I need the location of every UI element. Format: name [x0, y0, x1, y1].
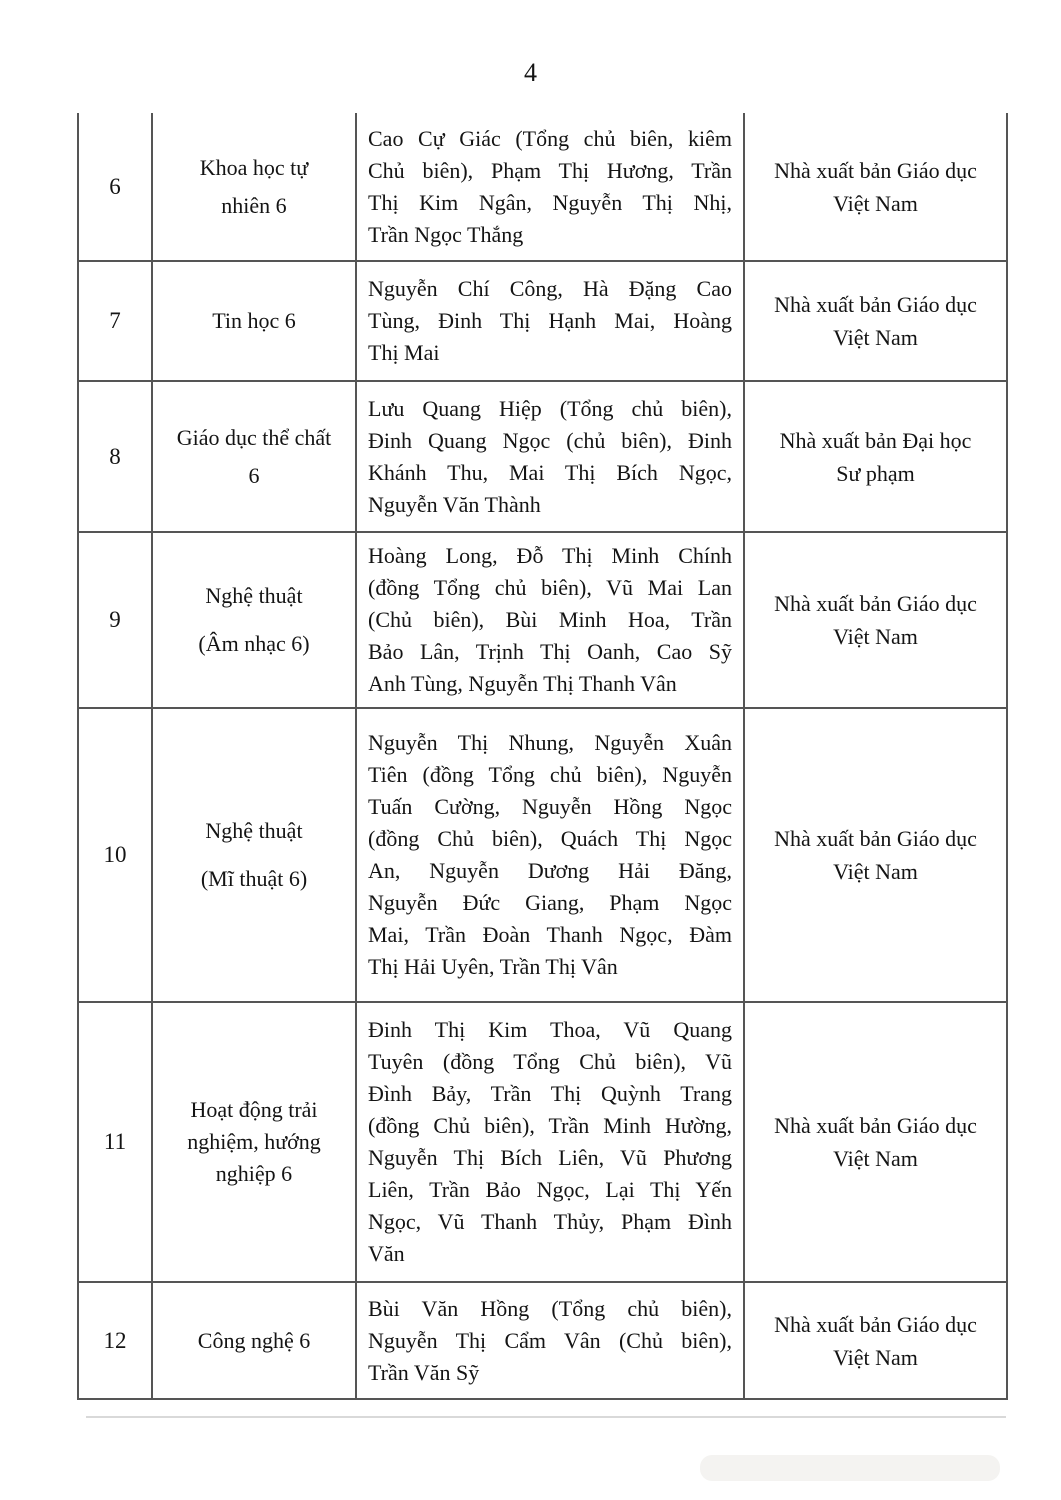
book-authors — [357, 113, 745, 260]
book-publisher-line: Việt Nam — [833, 624, 918, 649]
book-publisher-line: Nhà xuất bản Giáo dục — [774, 1311, 977, 1337]
book-authors-line: Tiên (đồng Tổng chủ biên), Nguyễn — [368, 762, 732, 787]
book-authors-line: (Chủ biên), Bùi Minh Hoa, Trần — [368, 607, 732, 632]
book-title — [153, 709, 357, 1001]
book-title-paragraph — [159, 1322, 349, 1360]
book-publisher — [745, 533, 1006, 707]
book-authors-line: Nguyễn Chí Công, Hà Đặng Cao — [368, 276, 732, 301]
book-authors-line: Lưu Quang Hiệp (Tổng chủ biên), — [368, 395, 732, 421]
book-authors-line: Bảo Lân, Trịnh Thị Oanh, Cao Sỹ — [368, 639, 732, 664]
row-number: 10 — [79, 709, 153, 1001]
book-authors-line: Đinh Thị Kim Thoa, Vũ Quang — [368, 1017, 732, 1042]
book-authors — [357, 1283, 745, 1398]
book-title-line: (Âm nhạc 6) — [198, 631, 310, 656]
book-authors-line: Tuyên (đồng Tổng Chủ biên), Vũ — [368, 1049, 732, 1074]
book-authors-line: Hoàng Long, Đỗ Thị Minh Chính — [368, 543, 732, 568]
table-row — [79, 1003, 1006, 1283]
book-publisher — [745, 1003, 1006, 1281]
book-authors — [357, 533, 745, 707]
book-authors-line: Nguyễn Thị Bích Liên, Vũ Phương — [368, 1145, 732, 1170]
row-number: 7 — [79, 262, 153, 380]
book-title-line: nghiệm, hướng — [187, 1129, 321, 1154]
book-authors-line: Nguyễn Đức Giang, Phạm Ngọc — [368, 890, 732, 915]
book-authors-line: Trần Văn Sỹ — [368, 1359, 480, 1385]
book-publisher-line: Nhà xuất bản Giáo dục — [774, 157, 977, 183]
book-title — [153, 382, 357, 531]
book-authors — [357, 709, 745, 1001]
book-publisher-line: Nhà xuất bản Giáo dục — [774, 591, 977, 616]
row-number: 9 — [79, 533, 153, 707]
book-title-line: Nghệ thuật — [205, 583, 303, 608]
book-title-paragraph — [159, 419, 349, 495]
book-authors-line: Ngọc, Vũ Thanh Thủy, Phạm Đình — [368, 1209, 732, 1234]
book-authors-line: Văn — [368, 1241, 405, 1266]
book-publisher-line: Việt Nam — [833, 1344, 918, 1370]
row-number: 11 — [79, 1003, 153, 1281]
book-publisher — [745, 709, 1006, 1001]
book-title-paragraph — [159, 302, 349, 340]
book-title-line: Nghệ thuật — [205, 818, 303, 843]
book-title-line: (Mĩ thuật 6) — [200, 866, 308, 891]
book-authors-line: Bùi Văn Hồng (Tổng chủ biên), — [368, 1295, 732, 1321]
book-title-line: Hoạt động trải — [190, 1097, 318, 1122]
book-authors-line: (đồng Tổng chủ biên), Vũ Mai Lan — [368, 575, 732, 600]
book-authors-line: Khánh Thu, Mai Thị Bích Ngọc, — [368, 459, 732, 485]
scan-artifact-line — [86, 1416, 1006, 1418]
book-authors — [357, 262, 745, 380]
table-row — [79, 113, 1006, 262]
table-row — [79, 262, 1006, 382]
book-authors-line: Thị Kim Ngân, Nguyễn Thị Nhị, — [368, 189, 732, 215]
book-authors-line: An, Nguyễn Dương Hải Đăng, — [368, 858, 732, 883]
book-authors-line: Trần Ngọc Thắng — [368, 221, 524, 247]
book-publisher-line: Nhà xuất bản Giáo dục — [774, 292, 977, 317]
book-authors-line: Đình Bảy, Trần Thị Quỳnh Trang — [368, 1081, 732, 1106]
book-publisher — [745, 262, 1006, 380]
book-title-paragraph — [159, 1094, 349, 1190]
book-authors-line: (đồng Chủ biên), Quách Thị Ngọc — [368, 826, 732, 851]
book-title-line: nhiên 6 — [221, 192, 287, 218]
book-authors-line: Mai, Trần Đoàn Thanh Ngọc, Đàm — [368, 922, 732, 947]
book-authors-line: Tuấn Cường, Nguyễn Hồng Ngọc — [368, 794, 732, 819]
book-publisher-line: Nhà xuất bản Giáo dục — [774, 826, 977, 851]
book-publisher — [745, 1283, 1006, 1398]
page-number: 4 — [524, 58, 537, 87]
book-title-paragraph — [159, 812, 349, 850]
book-authors-line: Cao Cự Giác (Tổng chủ biên, kiêm — [368, 125, 732, 151]
book-title-line: Khoa học tự — [199, 154, 309, 180]
book-authors-line: Nguyễn Thị Cẩm Vân (Chủ biên), — [368, 1327, 732, 1353]
book-publisher-line: Nhà xuất bản Đại học — [779, 427, 972, 453]
book-publisher-line: Sư phạm — [836, 460, 915, 486]
book-title — [153, 1003, 357, 1281]
scan-smudge — [700, 1455, 1000, 1481]
book-title — [153, 113, 357, 260]
book-publisher — [745, 113, 1006, 260]
book-title-line: Giáo dục thể chất — [176, 424, 332, 450]
book-title — [153, 533, 357, 707]
book-title-line: nghiệp 6 — [215, 1161, 293, 1186]
book-title — [153, 262, 357, 380]
book-authors-line: Nguyễn Thị Nhung, Nguyễn Xuân — [368, 730, 732, 755]
table-row — [79, 709, 1006, 1003]
book-publisher-line: Việt Nam — [833, 1146, 918, 1171]
book-authors-line: Chủ biên), Phạm Thị Hương, Trần — [368, 157, 732, 183]
book-authors-line: Tùng, Đinh Thị Hạnh Mai, Hoàng — [368, 308, 732, 333]
book-title-paragraph — [159, 625, 349, 663]
book-title — [153, 1283, 357, 1398]
book-title-line: Tin học 6 — [212, 308, 296, 333]
row-number: 8 — [79, 382, 153, 531]
book-authors — [357, 382, 745, 531]
book-authors — [357, 1003, 745, 1281]
book-authors-line: Thị Mai — [368, 340, 440, 365]
book-authors-line: Anh Tùng, Nguyễn Thị Thanh Vân — [368, 671, 677, 696]
book-title-paragraph — [159, 149, 349, 225]
book-authors-line: Đinh Quang Ngọc (chủ biên), Đinh — [368, 427, 732, 453]
book-title-line: Công nghệ 6 — [197, 1327, 311, 1353]
book-title-line: 6 — [248, 462, 260, 488]
row-number: 12 — [79, 1283, 153, 1398]
book-authors-line: (đồng Chủ biên), Trần Minh Hường, — [368, 1113, 732, 1138]
book-authors-line: Nguyễn Văn Thành — [368, 491, 541, 517]
book-title-paragraph — [159, 577, 349, 615]
table-row — [79, 533, 1006, 709]
row-number: 6 — [79, 113, 153, 260]
book-authors-line: Thị Hải Uyên, Trần Thị Vân — [368, 954, 618, 979]
textbook-table — [77, 113, 1008, 1400]
book-publisher-line: Việt Nam — [833, 325, 918, 350]
book-publisher-line: Nhà xuất bản Giáo dục — [774, 1113, 977, 1138]
book-authors-line: Liên, Trần Bảo Ngọc, Lại Thị Yến — [368, 1177, 732, 1202]
book-publisher-line: Việt Nam — [833, 859, 918, 884]
book-title-paragraph — [159, 860, 349, 898]
table-row — [79, 1283, 1006, 1400]
book-publisher-line: Việt Nam — [833, 190, 918, 216]
table-row — [79, 382, 1006, 533]
book-publisher — [745, 382, 1006, 531]
